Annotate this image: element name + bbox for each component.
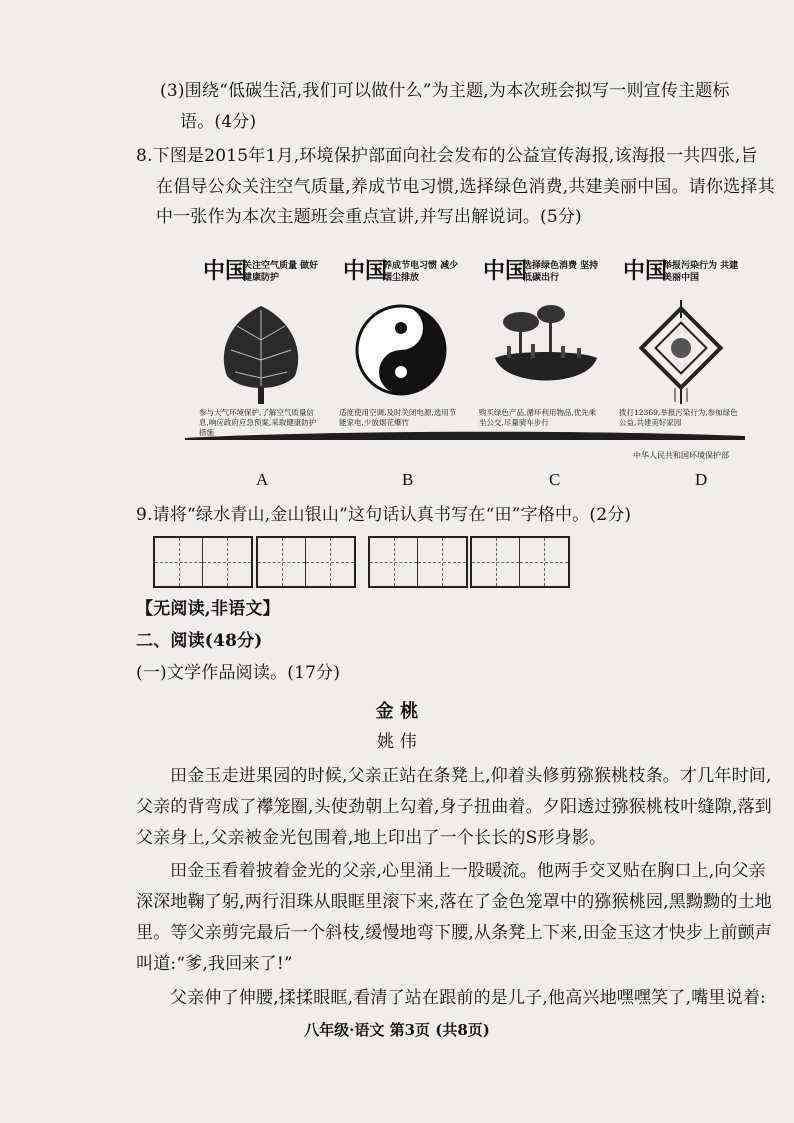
poster-c [477, 248, 605, 438]
yin-yang-icon [351, 300, 451, 400]
p2-line2: 深深地鞠了躬,两行泪珠从眼眶里滚下来,落在了金色笼罩中的猕猴桃园,黑黝黝的土地 [136, 892, 773, 912]
p1-line1: 田金玉走进果园的时候,父亲正站在条凳上,仰着头修剪猕猴桃枝条。才几年时间, [170, 766, 772, 786]
tian-cell[interactable] [370, 538, 418, 586]
poster-foot: 适度使用空调,及时关闭电源,选用节能家电,少放烟花爆竹 [339, 408, 457, 427]
poster-base-band [185, 428, 745, 440]
tian-grid-group-2[interactable] [256, 536, 356, 588]
section-reading: 二、阅读(48分) [136, 631, 263, 651]
tian-grid-group-4[interactable] [470, 536, 570, 588]
tian-cell[interactable] [306, 538, 354, 586]
tian-grid-group-1[interactable] [153, 536, 253, 588]
q7-3-line2: 语。(4分) [180, 112, 257, 132]
poster-caption: 养成节电习惯 减少烟尘排放 [383, 261, 459, 283]
section-tag: 【无阅读,非语文】 [136, 599, 280, 619]
poster-label-a: A [256, 470, 269, 489]
tian-grid-group-3[interactable] [368, 536, 468, 588]
section-literature: (一)文学作品阅读。(17分) [136, 663, 341, 683]
poster-a [197, 248, 325, 438]
green-earth-icon [491, 300, 601, 400]
poster-credit: 中华人民共和国环境保护部 [633, 451, 729, 460]
q8-line1: 8.下图是2015年1月,环境保护部面向社会发布的公益宣传海报,该海报一共四张,旨 [136, 146, 758, 166]
poster-caption: 关注空气质量 做好健康防护 [243, 261, 319, 283]
china-mark: 中国 [623, 258, 668, 284]
p2-line3: 里。等父亲剪完最后一个斜枝,缓慢地弯下腰,从条凳上下来,田金玉这才快步上前颤声 [136, 923, 773, 943]
q8-line2: 在倡导公众关注空气质量,养成节电习惯,选择绿色消费,共建美丽中国。请你选择其 [156, 177, 775, 197]
poster-label-d: D [695, 470, 708, 489]
poster-label-b: B [402, 470, 414, 489]
poster-strip [185, 248, 745, 460]
article-title: 金 桃 [375, 701, 419, 722]
poster-caption: 选择绿色消费 坚持低碳出行 [523, 261, 599, 283]
china-mark: 中国 [203, 258, 248, 284]
tian-cell[interactable] [472, 538, 520, 586]
tian-cell[interactable] [520, 538, 568, 586]
p3-line1: 父亲伸了伸腰,揉揉眼眶,看清了站在跟前的是儿子,他高兴地嘿嘿笑了,嘴里说着: [170, 988, 766, 1008]
tian-cell[interactable] [155, 538, 203, 586]
p2-line4: 叫道:“爹,我回来了!” [136, 954, 293, 974]
article-author: 姚 伟 [376, 732, 417, 752]
q9-line: 9.请将“绿水青山,金山银山”这句话认真书写在“田”字格中。(2分) [136, 505, 632, 525]
p1-line3: 父亲身上,父亲被金光包围着,地上印出了一个长长的S形身影。 [136, 828, 607, 848]
tian-cell[interactable] [203, 538, 251, 586]
p2-line1: 田金玉看着披着金光的父亲,心里涌上一股暖流。他两手交叉贴在胸口上,向父亲 [170, 861, 767, 881]
tree-icon [211, 300, 311, 406]
page-footer: 八年级·语文 第3页 (共8页) [304, 1021, 490, 1039]
chinese-knot-icon [631, 300, 731, 404]
q7-3-line1: (3)围绕“低碳生活,我们可以做什么”为主题,为本次班会拟写一则宣传主题标 [160, 81, 730, 101]
poster-b [337, 248, 465, 438]
poster-d [617, 248, 745, 438]
q8-line3: 中一张作为本次主题班会重点宣讲,并写出解说词。(5分) [156, 207, 582, 227]
poster-foot: 购买绿色产品,循环利用物品,优先乘坐公交,尽量骑车步行 [479, 408, 597, 427]
china-mark: 中国 [343, 258, 388, 284]
poster-label-c: C [549, 470, 561, 489]
china-mark: 中国 [483, 258, 528, 284]
p1-line2: 父亲的背弯成了襻笼圈,头使劲朝上勾着,身子扭曲着。夕阳透过猕猴桃枝叶缝隙,落到 [136, 797, 773, 817]
tian-cell[interactable] [418, 538, 466, 586]
tian-cell[interactable] [258, 538, 306, 586]
poster-foot: 参与大气环境保护,了解空气质量信息,响应政府应急预案,采取健康防护措施 [199, 408, 317, 437]
poster-caption: 举报污染行为 共建美丽中国 [663, 261, 739, 283]
poster-foot: 拨打12369,举报污染行为,参加绿色公益,共建美好家园 [619, 408, 738, 427]
